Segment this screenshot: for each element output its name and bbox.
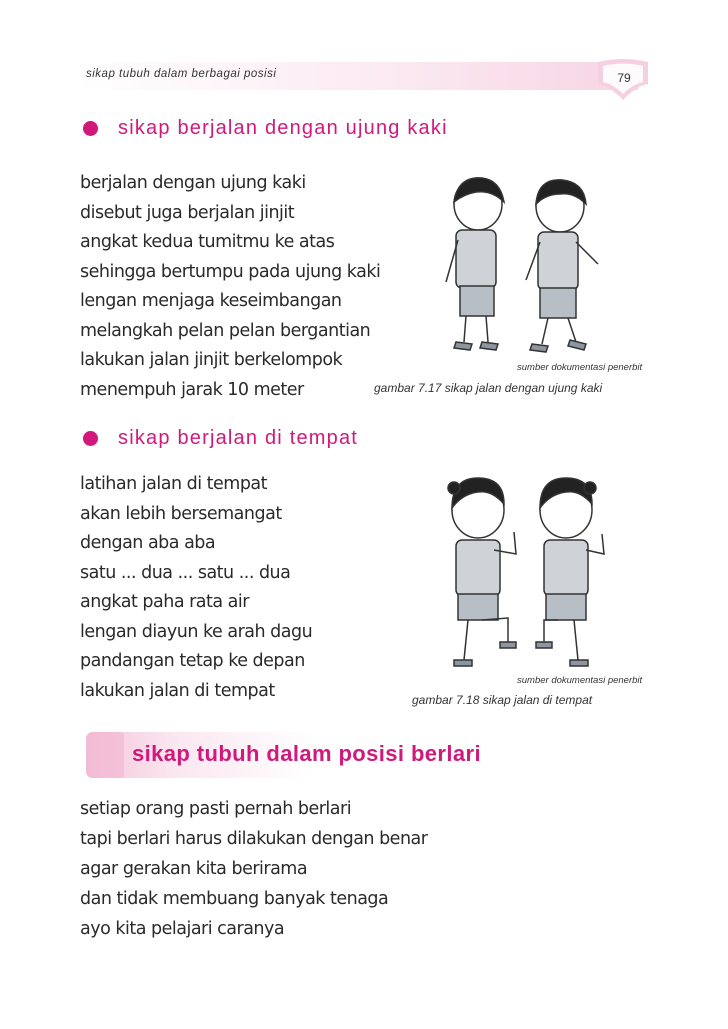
text-line: akan lebih bersemangat	[80, 503, 282, 524]
text-line: satu ... dua ... satu ... dua	[80, 562, 291, 583]
figure-marching-illustration	[424, 470, 624, 674]
section1-text	[80, 169, 380, 405]
text-line: disebut juga berjalan jinjit	[80, 202, 295, 223]
figure-caption: gambar 7.18 sikap jalan di tempat	[412, 693, 593, 707]
section-title-marching: sikap berjalan di tempat	[118, 427, 359, 449]
running-head: sikap tubuh dalam berbagai posisi	[86, 68, 277, 80]
text-line: menempuh jarak 10 meter	[80, 379, 304, 400]
text-line: ayo kita pelajari caranya	[80, 919, 285, 939]
text-line: berjalan dengan ujung kaki	[80, 173, 306, 193]
text-line: lakukan jalan jinjit berkelompok	[80, 350, 343, 370]
text-line: lakukan jalan di tempat	[80, 680, 275, 701]
child-figure	[446, 178, 504, 350]
text-line: dan tidak membuang banyak tenaga	[80, 889, 389, 909]
section3-text	[80, 794, 427, 944]
text-line: tapi berlari harus dilakukan dengan benar	[80, 829, 428, 849]
figure-caption: gambar 7.17 sikap jalan dengan ujung kaki	[374, 381, 603, 395]
text-line: lengan menjaga keseimbangan	[80, 291, 342, 311]
text-line: lengan diayun ke arah dagu	[80, 621, 313, 642]
figure-source: sumber dokumentasi penerbit	[517, 675, 643, 686]
text-line: melangkah pelan pelan bergantian	[80, 320, 371, 341]
section-title-tiptoe: sikap berjalan dengan ujung kaki	[118, 117, 448, 139]
text-line: angkat kedua tumitmu ke atas	[80, 232, 335, 252]
subsection-title-running: sikap tubuh dalam posisi berlari	[132, 741, 481, 766]
bullet-dot-icon	[83, 431, 98, 446]
text-line: angkat paha rata air	[80, 592, 249, 612]
figure-source: sumber dokumentasi penerbit	[517, 362, 643, 373]
figure-tiptoe-walk-illustration	[420, 172, 620, 362]
child-figure	[536, 478, 604, 666]
bullet-dot-icon	[83, 121, 98, 136]
text-line: pandangan tetap ke depan	[80, 651, 305, 671]
text-line: sehingga bertumpu pada ujung kaki	[80, 261, 381, 282]
child-figure	[526, 180, 598, 352]
text-line: dengan aba aba	[80, 533, 216, 553]
child-figure	[448, 478, 516, 666]
page-number: 79	[617, 71, 631, 85]
text-line: latihan jalan di tempat	[80, 474, 268, 494]
section2-text	[80, 470, 312, 706]
text-line: setiap orang pasti pernah berlari	[80, 799, 352, 819]
text-line: agar gerakan kita berirama	[80, 859, 308, 879]
